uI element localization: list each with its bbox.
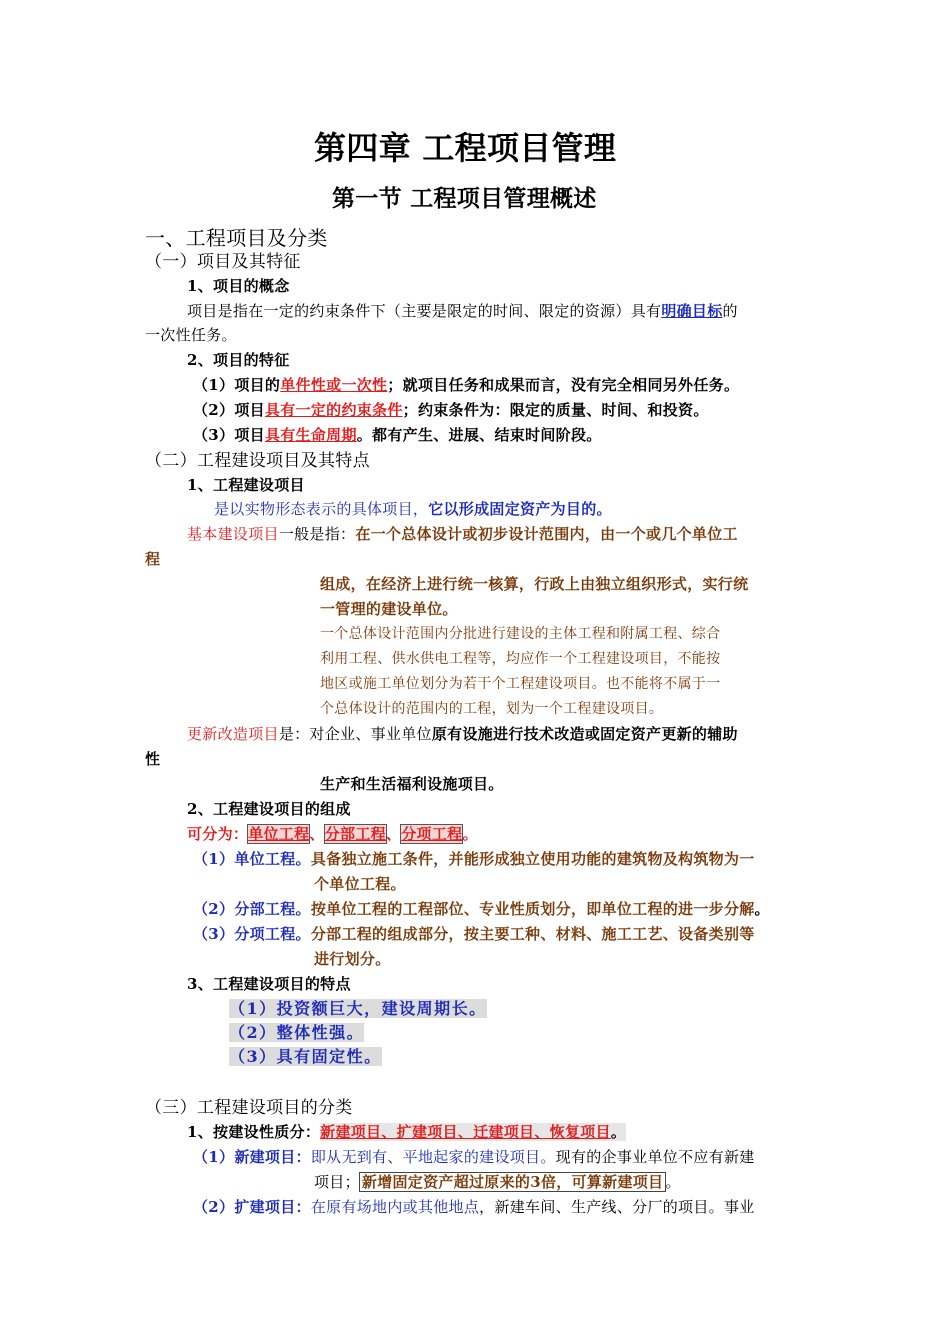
highlight-text: 具有生命周期 — [264, 426, 357, 444]
paragraph-cont: 一次性任务。 — [145, 326, 237, 344]
component-2 — [193, 897, 770, 921]
new-project-cont — [314, 1170, 681, 1194]
boxed-term: 单位工程 — [248, 825, 310, 843]
text: 、 — [309, 825, 325, 843]
text: 现有的企事业单位不应有新建 — [555, 1148, 755, 1166]
item-heading: 3、工程建设项目的特点 — [187, 975, 351, 993]
new-project-line — [193, 1145, 755, 1169]
subheading-1: （一）项目及其特征 — [145, 252, 301, 272]
feature-3 — [193, 423, 602, 447]
boxed-term: 新增固定资产超过原来的3倍，可算新建项目 — [361, 1173, 664, 1191]
term: （2）扩建项目： — [193, 1198, 311, 1216]
text: 是：对企业、事业单位 — [278, 725, 432, 743]
chapter-title: 第四章 工程项目管理 — [314, 129, 617, 167]
text: ，新建车间、生产线、分厂的项目。事业 — [479, 1198, 755, 1216]
highlight-text: 明确目标 — [661, 302, 723, 320]
subheading-3: （三）工程建设项目的分类 — [145, 1098, 353, 1118]
note-line: 一个总体设计范围内分批进行建设的主体工程和附属工程、综合 — [320, 626, 721, 642]
text: 在原有场地内或其他地点 — [310, 1198, 480, 1216]
note-line: 利用工程、供水供电工程等，均应作一个工程建设项目，不能按 — [320, 651, 721, 667]
text: （1）投资额巨大，建设周期长。 — [229, 999, 487, 1018]
paragraph — [187, 299, 738, 323]
text: 在一个总体设计或初步设计范围内，由一个或几个单位工 — [355, 525, 738, 543]
basic-project-cont: 组成，在经济上进行统一核算，行政上由独立组织形式，实行统 — [320, 575, 749, 593]
text: 。 — [610, 1123, 627, 1141]
basic-project-line — [187, 522, 738, 546]
definition — [214, 497, 612, 521]
text: （1）项目的 — [193, 376, 281, 394]
text: （2）项目 — [193, 401, 265, 419]
term: 更新改造项目 — [187, 725, 279, 743]
highlight-text: 新建项目、扩建项目、迁建项目、恢复项目 — [320, 1123, 611, 1141]
text: 具备独立施工条件，并能形成独立使用功能的建筑物及构筑物为一 — [310, 850, 755, 868]
boxed-term: 分项工程 — [401, 825, 463, 843]
component-3 — [193, 922, 755, 946]
text: （3）项目 — [193, 426, 265, 444]
term: （1）单位工程。 — [193, 850, 311, 868]
text: 是以实物形态表示的具体项目， — [214, 500, 429, 518]
renovation-line — [187, 722, 738, 746]
text: 项目是指在一定的约束条件下（主要是限定的时间、限定的资源）具有 — [187, 302, 662, 320]
text: 、 — [385, 825, 402, 843]
heading-1: 一、工程项目及分类 — [145, 226, 328, 250]
section-title: 第一节 工程项目管理概述 — [332, 185, 597, 212]
renovation-cont: 生产和生活福利设施项目。 — [320, 775, 504, 793]
term: （2）分部工程。 — [193, 900, 311, 918]
note-line: 个总体设计的范围内的工程，划为一个工程建设项目。 — [320, 701, 664, 717]
text: 。都有产生、进展、结束时间阶段。 — [356, 426, 602, 444]
renovation-wrap: 性 — [145, 750, 161, 768]
highlight-text: 具有一定的约束条件 — [264, 401, 403, 419]
text: 可分为： — [187, 825, 249, 843]
trait-1 — [229, 997, 487, 1021]
item-heading: 1、项目的概念 — [187, 277, 290, 295]
text: 分部工程的组成部分，按主要工种、材料、施工工艺、设备类别等 — [310, 925, 755, 943]
text: ；约束条件为：限定的质量、时间、和投资。 — [402, 401, 709, 419]
text: 原有设施进行技术改造或固定资产更新的辅助 — [431, 725, 738, 743]
classification-line — [187, 1120, 626, 1144]
note-line: 地区或施工单位划分为若干个工程建设项目。也不能将不属于一 — [320, 676, 721, 692]
component-1-cont: 个单位工程。 — [314, 875, 406, 893]
text: 即从无到有、平地起家的建设项目。 — [310, 1148, 556, 1166]
expansion-line — [193, 1195, 755, 1219]
term: 基本建设项目 — [187, 525, 279, 543]
text: 。 — [462, 825, 478, 843]
item-heading: 2、工程建设项目的组成 — [187, 800, 351, 818]
text: ；就项目任务和成果而言，没有完全相同另外任务。 — [387, 376, 740, 394]
text: 1、按建设性质分： — [187, 1123, 321, 1141]
term: （3）分项工程。 — [193, 925, 311, 943]
trait-3 — [229, 1045, 382, 1069]
basic-project-wrap: 程 — [145, 550, 161, 568]
highlight-text: 单件性或一次性 — [280, 376, 388, 394]
text: 。 — [665, 1173, 681, 1191]
component-1 — [193, 847, 755, 871]
text: 。 — [754, 900, 770, 918]
basic-project-cont: 一管理的建设单位。 — [320, 600, 458, 618]
boxed-term: 分部工程 — [324, 825, 386, 843]
item-heading: 2、项目的特征 — [187, 351, 290, 369]
feature-2 — [193, 398, 709, 422]
item-heading: 1、工程建设项目 — [187, 476, 305, 494]
component-3-cont: 进行划分。 — [314, 950, 391, 968]
trait-2 — [229, 1021, 364, 1045]
text: （3）具有固定性。 — [229, 1047, 382, 1066]
text: 的 — [722, 302, 738, 320]
text: 一般是指： — [278, 525, 356, 543]
text: （2）整体性强。 — [229, 1023, 365, 1042]
text: 它以形成固定资产为目的。 — [428, 500, 612, 518]
subheading-2: （二）工程建设项目及其特点 — [145, 451, 370, 471]
term: （1）新建项目： — [193, 1148, 311, 1166]
composition-line — [187, 822, 478, 846]
text: 项目； — [314, 1173, 360, 1191]
feature-1 — [193, 373, 739, 397]
text: 按单位工程的工程部位、专业性质划分，即单位工程的进一步分解 — [310, 900, 755, 918]
